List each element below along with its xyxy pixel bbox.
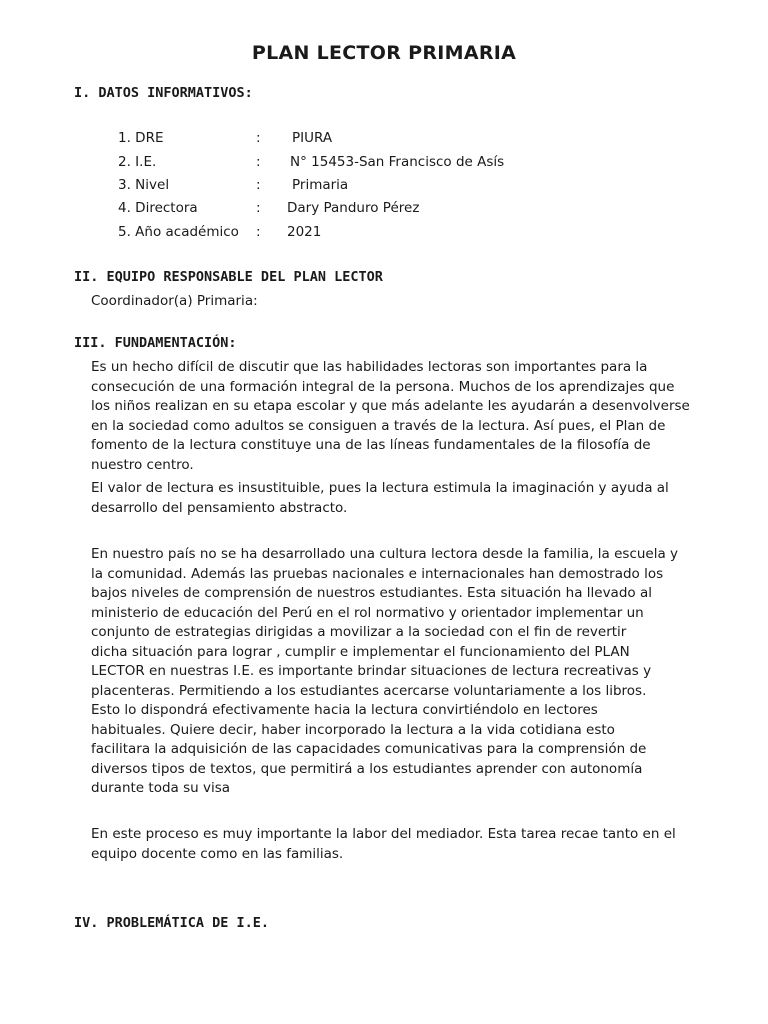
info-separator: :: [256, 154, 261, 170]
paragraph-line: desarrollo del pensamiento abstracto.: [91, 499, 348, 516]
info-label: 2. I.E.: [118, 154, 157, 170]
paragraph-line: habituales. Quiere decir, haber incorporado la lectura a la vida cotidiana esto: [91, 721, 615, 738]
paragraph-line: placenteras. Permitiendo a los estudiantes acercarse voluntariamente a los libros.: [91, 682, 647, 699]
paragraph-line: nuestro centro.: [91, 456, 194, 473]
info-label: 4. Directora: [118, 200, 198, 216]
paragraph-line: ministerio de educación del Perú en el rol normativo y orientador implementar un: [91, 604, 644, 621]
info-row-directora: [118, 200, 638, 220]
info-row-ie: [118, 154, 638, 174]
paragraph-line: LECTOR en nuestras I.E. es importante brindar situaciones de lectura recreativas y: [91, 663, 652, 679]
paragraph-fundamentacion-3: [91, 545, 691, 799]
info-separator: :: [256, 130, 261, 146]
section-heading-datos: I. DATOS INFORMATIVOS:: [74, 85, 253, 101]
paragraph-fundamentacion-4: [91, 825, 691, 864]
paragraph-line: conjunto de estrategias dirigidas a movilizar a la sociedad con el fin de revertir: [91, 624, 627, 640]
info-separator: :: [256, 200, 261, 216]
info-row-nivel: [118, 177, 638, 197]
paragraph-line: Es un hecho difícil de discutir que las habilidades lectoras son importantes para la: [91, 359, 648, 375]
section-heading-fundamentacion: III. FUNDAMENTACIÓN:: [74, 335, 237, 351]
section-heading-problematica: IV. PROBLEMÁTICA DE I.E.: [74, 915, 270, 931]
paragraph-line: en la sociedad como adultos se consiguen a través de la lectura. Así pues, el Plan de: [91, 417, 666, 434]
paragraph-line: bajos niveles de comprensión de nuestros estudiantes. Esta situación ha llevado al: [91, 585, 652, 601]
info-label: 5. Año académico: [118, 224, 239, 240]
paragraph-line: En este proceso es muy importante la labor del mediador. Esta tarea recae tanto en el: [91, 826, 676, 842]
info-value: N° 15453-San Francisco de Asís: [290, 154, 505, 170]
paragraph-fundamentacion-1: [91, 358, 691, 475]
paragraph-line: dicha situación para lograr , cumplir e implementar el funcionamiento del PLAN: [91, 643, 630, 660]
coordinator-label: Coordinador(a) Primaria:: [91, 293, 258, 309]
paragraph-line: facilitara la adquisición de las capacidades comunicativas para la comprensión de: [91, 741, 647, 757]
paragraph-line: equipo docente como en las familias.: [91, 845, 344, 862]
info-value: PIURA: [292, 130, 333, 146]
info-row-anio: [118, 224, 638, 244]
paragraph-line: En nuestro país no se ha desarrollado una cultura lectora desde la familia, la escuela y: [91, 546, 679, 562]
paragraph-line: diversos tipos de textos, que permitirá a los estudiantes aprender con autonomía: [91, 760, 643, 777]
info-value: 2021: [287, 224, 322, 240]
paragraph-line: la comunidad. Además las pruebas nacionales e internacionales han demostrado los: [91, 565, 664, 582]
paragraph-line: los niños realizan en su etapa escolar y que más adelante les ayudarán a desenvolverse: [91, 398, 690, 414]
paragraph-line: El valor de lectura es insustituible, pues la lectura estimula la imaginación y ayuda al: [91, 480, 669, 496]
info-value: Primaria: [292, 177, 349, 193]
info-value: Dary Panduro Pérez: [287, 200, 420, 216]
paragraph-line: Esto lo dispondrá efectivamente hacia la lectura convirtiéndolo en lectores: [91, 702, 598, 718]
paragraph-line: consecución de una formación integral de la persona. Muchos de los aprendizajes que: [91, 378, 675, 395]
info-label: 1. DRE: [118, 130, 164, 146]
document-title: PLAN LECTOR PRIMARIA: [251, 42, 517, 64]
info-separator: :: [256, 177, 261, 193]
paragraph-line: fomento de la lectura constituye una de las líneas fundamentales de la filosofía de: [91, 437, 651, 453]
paragraph-line: durante toda su visa: [91, 780, 231, 796]
section-heading-equipo: II. EQUIPO RESPONSABLE DEL PLAN LECTOR: [74, 269, 383, 285]
info-row-dre: [118, 130, 638, 150]
info-separator: :: [256, 224, 261, 240]
paragraph-fundamentacion-2: [91, 479, 691, 518]
info-label: 3. Nivel: [118, 177, 170, 193]
